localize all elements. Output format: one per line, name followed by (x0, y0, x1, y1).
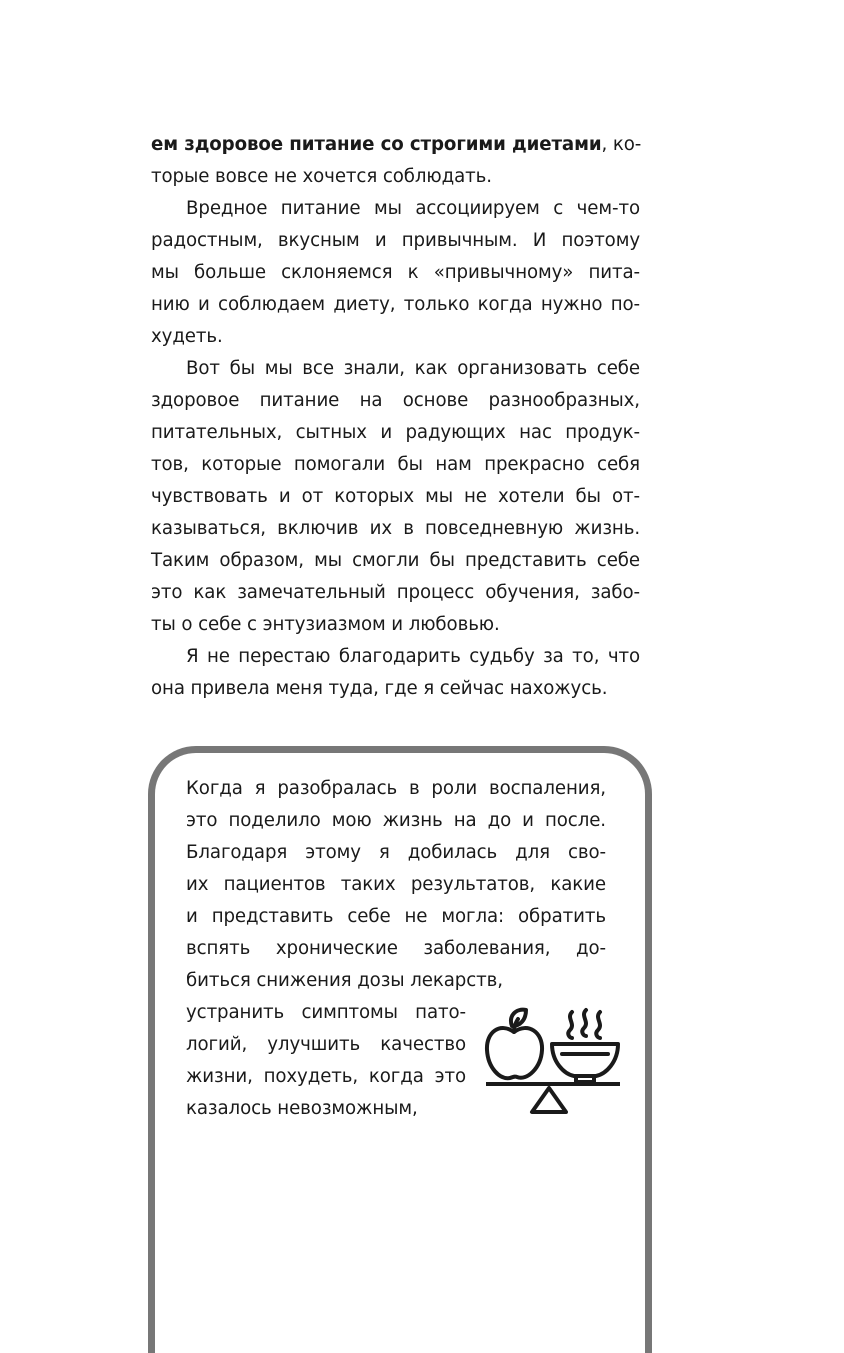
paragraph-line: торые вовсе не хочется соблюдать. (151, 166, 492, 187)
scale-icon (486, 1084, 620, 1112)
callout-line: их пациентов таких результатов, какие (186, 874, 606, 895)
callout-line: вспять хронические заболевания, до- (186, 938, 606, 959)
paragraph-line: чувствовать и от которых мы не хотели бы от- (151, 486, 640, 507)
callout-line: Когда я разобралась в роли воспаления, (186, 778, 606, 799)
apple-bowl-scale-icon (480, 1002, 625, 1120)
paragraph-line: она привела меня туда, где я сейчас нахожусь. (151, 678, 608, 699)
paragraph-line: ты о себе с энтузиазмом и любовью. (151, 614, 500, 635)
paragraph-line: Таким образом, мы смогли бы представить себе (151, 550, 640, 571)
callout-line: логий, улучшить качество (186, 1034, 466, 1055)
callout-line: казалось невозможным, (186, 1098, 418, 1119)
callout-line: это поделило мою жизнь на до и после. (186, 810, 606, 831)
paragraph-line: нию и соблюдаем диету, только когда нужно по- (151, 294, 640, 315)
steam-icon (582, 1010, 586, 1036)
text-fragment: , ко- (601, 134, 642, 155)
steam-icon (596, 1012, 600, 1038)
paragraph-line: радостным, вкусным и привычным. И поэтому (151, 230, 640, 251)
paragraph-line: Вредное питание мы ассоциируем с чем-то (186, 198, 640, 219)
bold-phrase: ем здоровое питание со строгими диетами (151, 134, 602, 155)
paragraph-line: тов, которые помогали бы нам прекрасно себя (151, 454, 640, 475)
paragraph-line: казываться, включив их в повседневную жизнь. (151, 518, 640, 539)
paragraph-line: худеть. (151, 326, 223, 347)
bowl-icon (552, 1044, 618, 1076)
paragraph-line: здоровое питание на основе разнообразных, (151, 390, 640, 411)
paragraph-line: питательных, сытных и радующих нас продук- (151, 422, 640, 443)
paragraph-line: Вот бы мы все знали, как организовать себе (186, 358, 640, 379)
paragraph-line (151, 129, 640, 161)
paragraph-line: Я не перестаю благодарить судьбу за то, что (186, 646, 640, 667)
callout-line: и представить себе не могла: обратить (186, 906, 606, 927)
paragraph-line: мы больше склоняемся к «привычному» пита- (151, 262, 640, 283)
paragraph-line: это как замечательный процесс обучения, забо- (151, 582, 640, 603)
callout-line: жизни, похудеть, когда это (186, 1066, 466, 1087)
callout-line: устранить симптомы пато- (186, 1002, 466, 1023)
callout-line: биться снижения дозы лекарств, (186, 970, 503, 991)
steam-icon (568, 1012, 572, 1038)
apple-icon (487, 1028, 542, 1078)
callout-line: Благодаря этому я добилась для сво- (186, 842, 606, 863)
main-text (151, 129, 640, 705)
